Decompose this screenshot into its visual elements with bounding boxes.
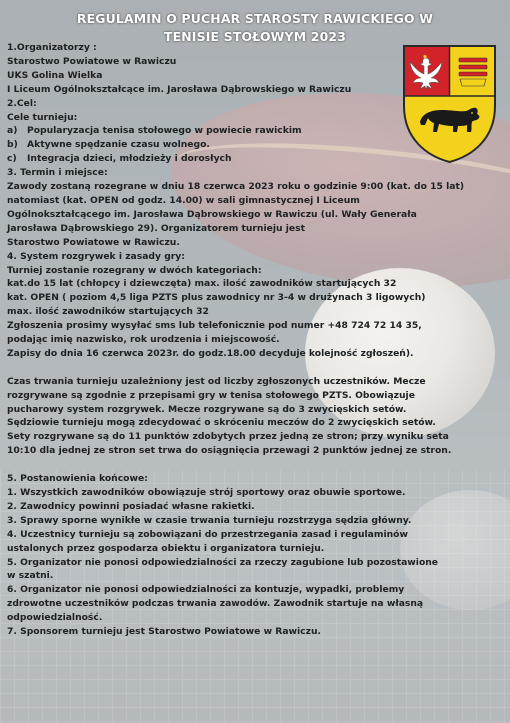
system-line: Turniej zostanie rozegrany w dwóch kategoriach:: [7, 264, 262, 276]
rules-line: Sety rozgrywane są do 11 punktów zdobytych przez jedną ze stron; przy wyniku seta: [7, 431, 449, 443]
goal-intro: Cele turnieju:: [7, 111, 78, 123]
list-text: Aktywne spędzanie czasu wolnego.: [27, 139, 210, 151]
organizer-line: I Liceum Ogólnokształcące im. Jarosława Dąbrowskiego w Rawiczu: [7, 83, 352, 95]
final-line: 2. Zawodnicy powinni posiadać własne rakietki.: [7, 500, 255, 512]
list-item: [7, 138, 507, 152]
time-line: natomiast (kat. OPEN od godz. 14.00) w sali gimnastycznej I Liceum: [7, 194, 360, 206]
rules-line: pucharowy system rozgrywek. Mecze rozgrywane są do 3 zwycięskich setów.: [7, 403, 407, 415]
title-line-1: REGULAMIN O PUCHAR STAROSTY RAWICKIEGO W: [76, 11, 434, 26]
spacer: [7, 361, 507, 375]
rules-line: rozgrywane są zgodnie z przepisami gry w tenisa stołowego PZTS. Obowiązuje: [7, 389, 415, 401]
list-item: [7, 124, 507, 138]
spacer: [7, 458, 507, 472]
rules-line: Czas trwania turnieju uzależniony jest od liczby zgłoszonych uczestników. Mecze: [7, 375, 426, 387]
final-line: 7. Sponsorem turnieju jest Starostwo Powiatowe w Rawiczu.: [7, 626, 321, 638]
section-heading-final: 5. Postanowienia końcowe:: [7, 473, 148, 485]
time-line: Zawody zostaną rozegrane w dniu 18 czerwca 2023 roku o godzinie 9:00 (kat. do 15 lat): [7, 181, 465, 193]
section-heading-goal: 2.Cel:: [7, 97, 37, 109]
final-line: 3. Sprawy sporne wynikłe w czasie trwania turnieju rozstrzyga sędzia główny.: [7, 514, 412, 526]
time-line: Jarosława Dąbrowskiego 29). Organizatorem turnieju jest: [7, 222, 305, 234]
list-text: Popularyzacja tenisa stołowego w powiecie rawickim: [27, 125, 302, 137]
rules-line: 10:10 dla jednej ze stron set trwa do osiągnięcia przewagi 2 punktów jednej ze stron.: [7, 445, 452, 457]
section-heading-time-place: 3. Termin i miejsce:: [7, 167, 108, 179]
list-marker: c): [7, 153, 17, 165]
section-heading-system: 4. System rozgrywek i zasady gry:: [7, 250, 185, 262]
system-line: kat.do 15 lat (chłopcy i dziewczęta) max. ilość zawodników startujących 32: [7, 278, 397, 290]
final-line: ustalonych przez gospodarza obiektu i organizatora turnieju.: [7, 542, 325, 554]
final-line: 6. Organizator nie ponosi odpowiedzialności za kontuzje, wypadki, problemy: [7, 584, 405, 596]
title-line-2: TENISIE STOŁOWYM 2023: [163, 29, 347, 44]
system-line: max. ilość zawodników startujących 32: [7, 306, 209, 318]
time-line: Starostwo Powiatowe w Rawiczu.: [7, 236, 180, 248]
list-marker: a): [7, 125, 18, 137]
time-line: Ogólnokształcącego im. Jarosława Dąbrowskiego w Rawiczu (ul. Wały Generała: [7, 208, 417, 220]
final-line: odpowiedzialność.: [7, 612, 103, 624]
organizer-line: UKS Golina Wielka: [7, 69, 103, 81]
system-line: kat. OPEN ( poziom 4,5 liga PZTS plus zawodnicy nr 3-4 w drużynach 3 ligowych): [7, 292, 426, 304]
system-line: Zgłoszenia prosimy wysyłać sms lub telefonicznie pod numer +48 724 72 14 35,: [7, 320, 422, 332]
list-item: [7, 152, 507, 166]
final-line: w szatni.: [7, 570, 54, 582]
final-line: zdrowotne uczestników podczas trwania zawodów. Zawodnik startuje na własną: [7, 598, 424, 610]
regulations-document: [7, 41, 507, 639]
section-heading-organizers: 1.Organizatorzy :: [7, 42, 97, 53]
system-line: Zapisy do dnia 16 czerwca 2023r. do godz.18.00 decyduje kolejność zgłoszeń).: [7, 347, 414, 359]
list-marker: b): [7, 139, 18, 151]
list-text: Integracja dzieci, młodzieży i dorosłych: [27, 153, 232, 165]
final-line: 1. Wszystkich zawodników obowiązuje strój sportowy oraz obuwie sportowe.: [7, 486, 406, 498]
rules-line: Sędziowie turnieju mogą zdecydować o skróceniu meczów do 2 zwycięskich setów.: [7, 417, 436, 429]
final-line: 5. Organizator nie ponosi odpowiedzialności za rzeczy zagubione lub pozostawione: [7, 556, 439, 568]
system-line: podając imię nazwisko, rok urodzenia i miejscowość.: [7, 334, 280, 346]
organizer-line: Starostwo Powiatowe w Rawiczu: [7, 55, 177, 67]
final-line: 4. Uczestnicy turnieju są zobowiązani do przestrzegania zasad i regulaminów: [7, 528, 408, 540]
